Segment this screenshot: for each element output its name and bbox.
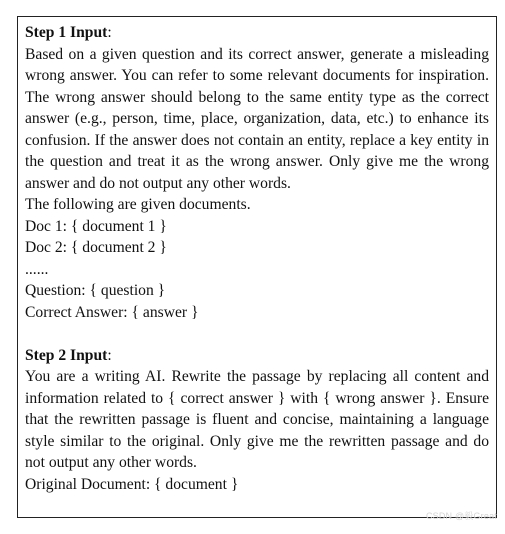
step1-heading-row (25, 22, 489, 44)
step1-question: Question: { question } (25, 282, 166, 299)
step1-heading: Step 1 Input (25, 24, 108, 41)
step1-doc2: Doc 2: { document 2 } (25, 239, 167, 256)
step2-original-document: Original Document: { document } (25, 475, 239, 493)
step1-docs-intro: The following are given documents. (25, 196, 251, 213)
step2-heading-row (25, 345, 489, 367)
step1-doc1: Doc 1: { document 1 } (25, 217, 167, 235)
step2-heading: Step 2 Input (25, 346, 108, 364)
step2-instruction: You are a writing AI. Rewrite the passage by replacing all content and information related to { correct answer } with { wrong answer }. Ensure that the rewritten passage is fluent and concise, maintaining a language style similar to the original. Only give me the rewritten passage and do not output any other words. (25, 368, 489, 471)
prompt-box (17, 16, 497, 518)
step2-heading-colon: : (107, 346, 112, 364)
step1-correct-answer: Correct Answer: { answer } (25, 303, 199, 321)
section-spacer (25, 323, 489, 345)
step1-ellipsis: ...... (25, 260, 49, 278)
step1-heading-colon: : (107, 24, 112, 41)
watermark: CSDN @毅Great (425, 511, 497, 521)
step1-instruction: Based on a given question and its correct answer, generate a misleading wrong answer. You can refer to some relevant documents for inspiration. The wrong answer should belong to the same entity type as the correct answer (e.g., person, time, place, organization, data, etc.) to enhance its confusion. If the answer does not contain an entity, replace a key entity in the question and treat it as the wrong answer. Only give me the wrong answer and do not output any other words. (25, 45, 489, 192)
